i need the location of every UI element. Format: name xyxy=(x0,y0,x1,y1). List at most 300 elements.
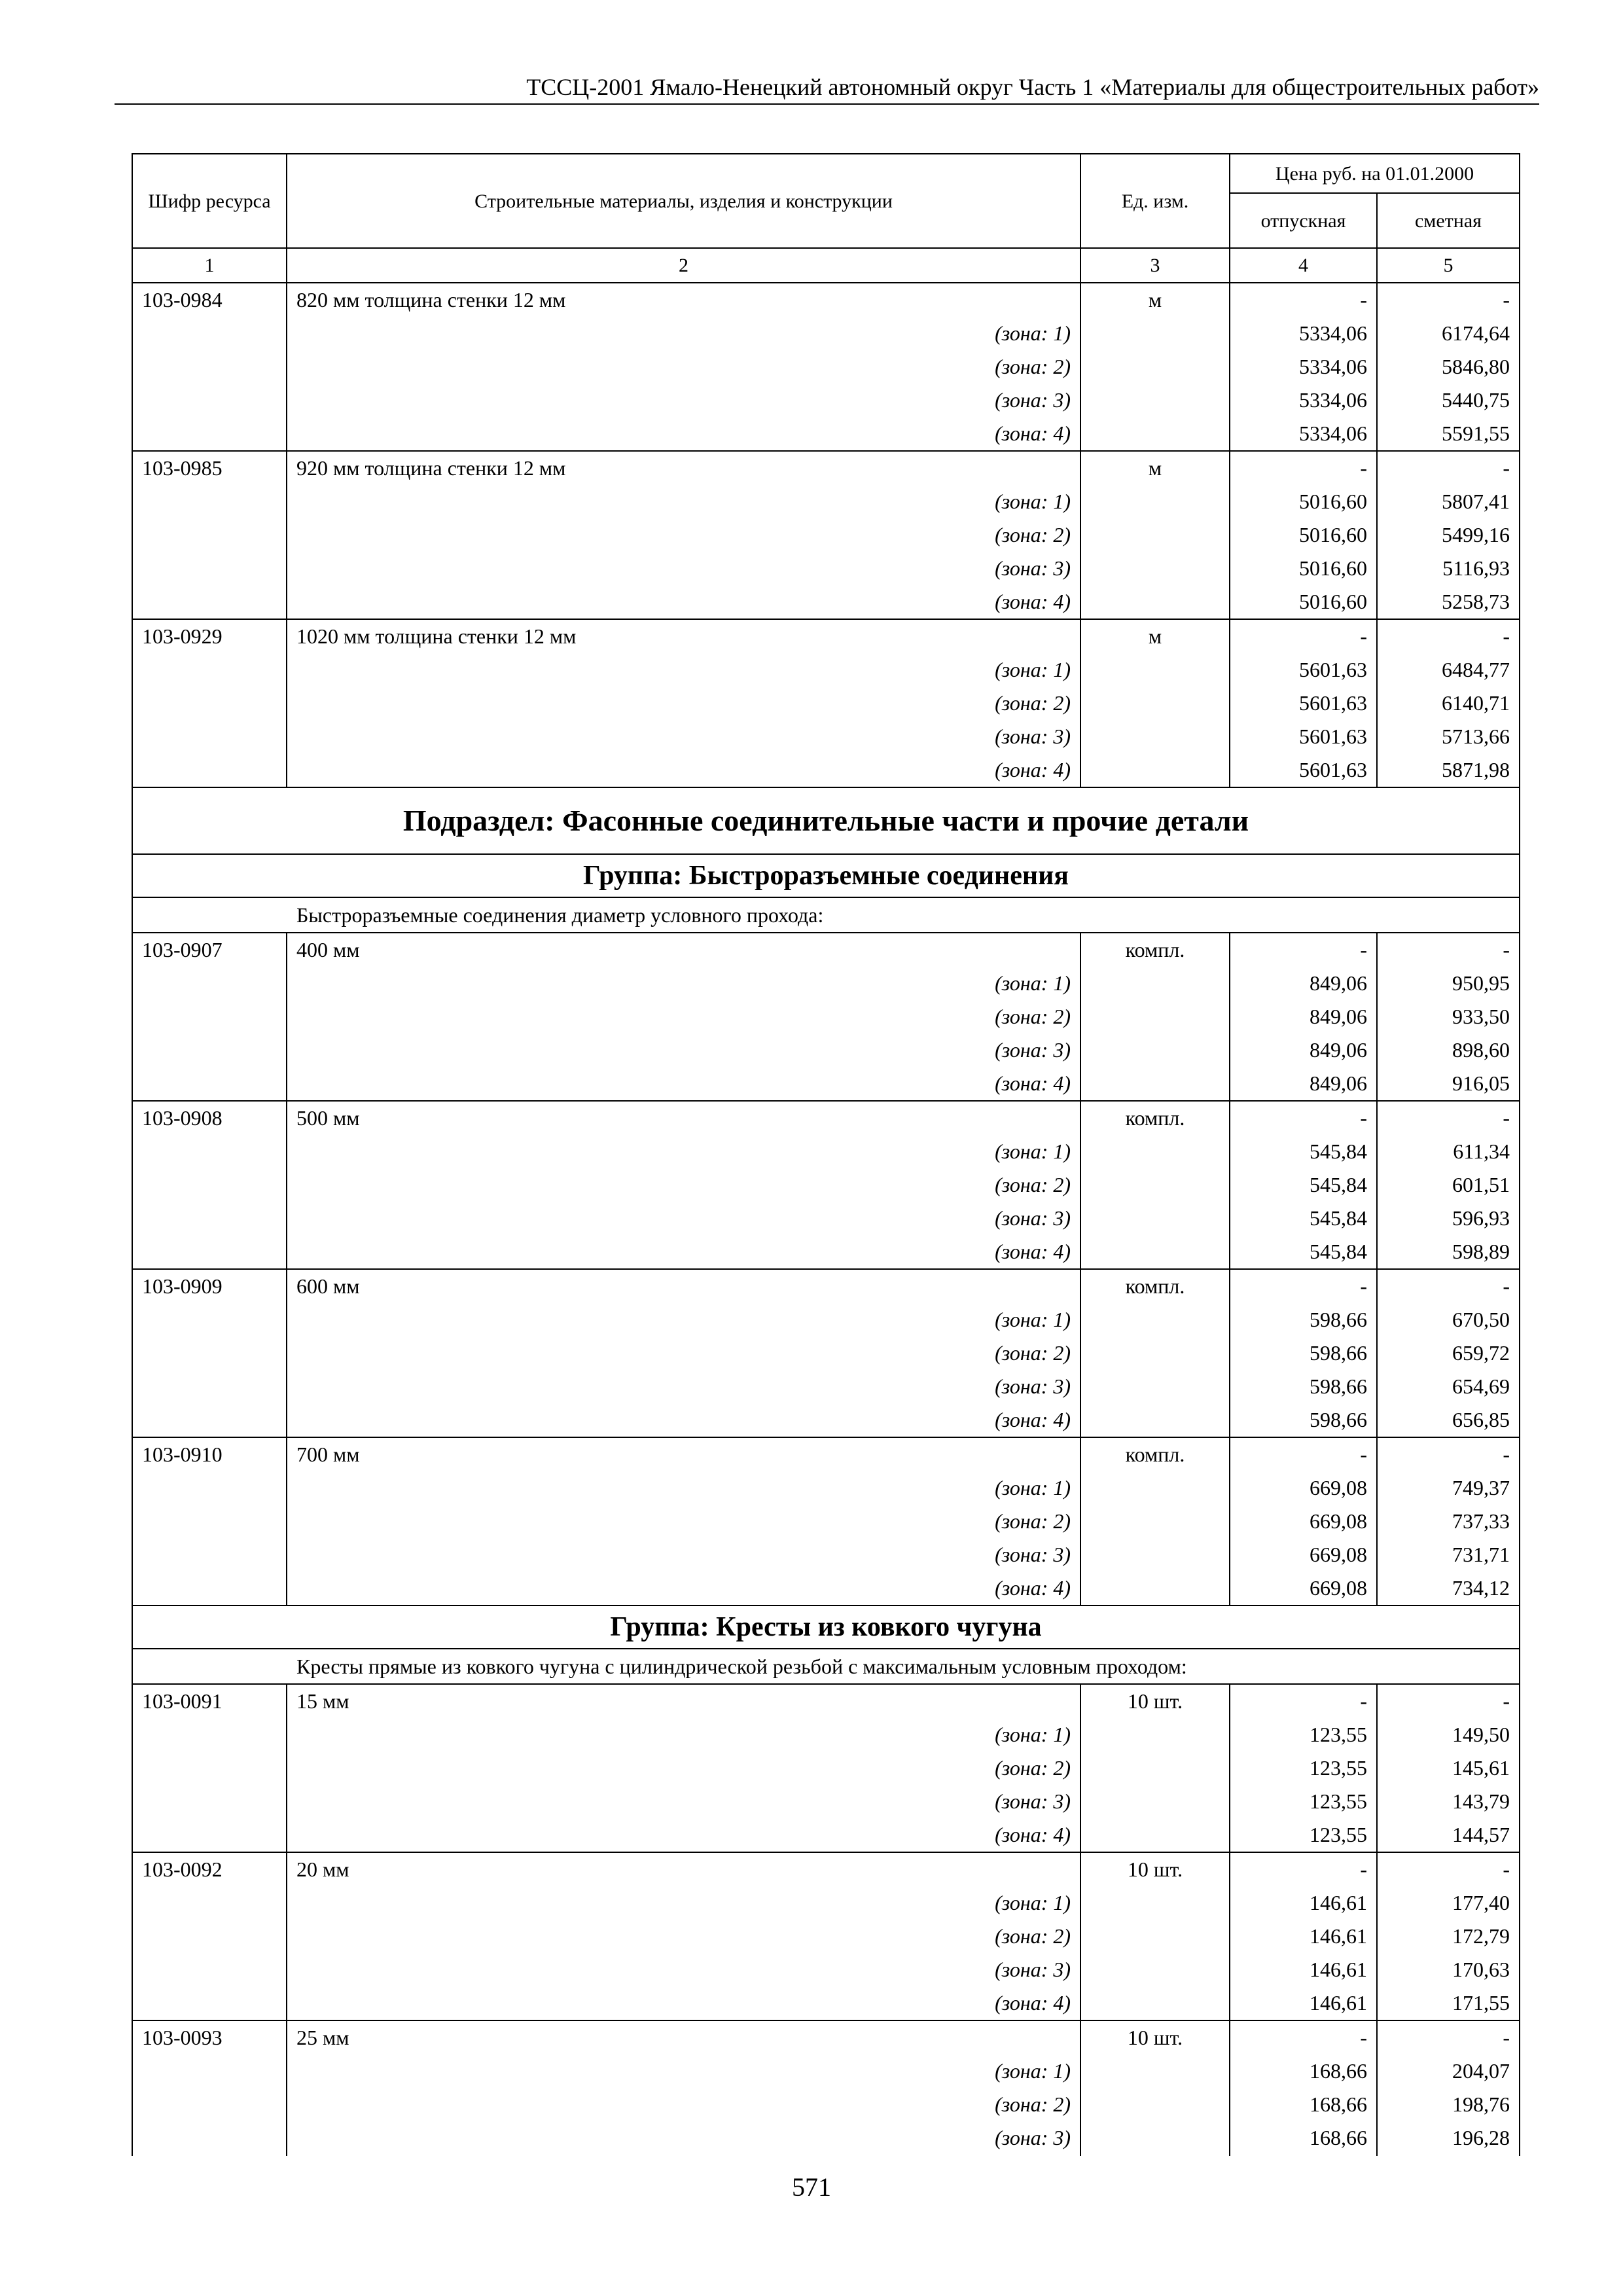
zone-label: (зона: 2) xyxy=(287,2088,1080,2121)
zone-release-price: 598,66 xyxy=(1230,1303,1377,1336)
header-price-group: Цена руб. на 01.01.2000 xyxy=(1230,154,1520,193)
zone-unit-spacer xyxy=(1080,1403,1230,1437)
zone-estimate-price: 5116,93 xyxy=(1377,552,1520,585)
zone-label: (зона: 3) xyxy=(287,1033,1080,1067)
material-name: 400 мм xyxy=(287,933,1080,967)
table-row xyxy=(132,1101,1520,1135)
zone-row xyxy=(132,1202,1520,1235)
resource-code: 103-0985 xyxy=(132,451,287,485)
zone-label: (зона: 2) xyxy=(287,1505,1080,1538)
resource-code: 103-0909 xyxy=(132,1269,287,1303)
unit-of-measure: компл. xyxy=(1080,1269,1230,1303)
table-row xyxy=(132,2020,1520,2054)
table-row xyxy=(132,933,1520,967)
zone-estimate-price: 898,60 xyxy=(1377,1033,1520,1067)
material-name: 25 мм xyxy=(287,2020,1080,2054)
zone-unit-spacer xyxy=(1080,1571,1230,1605)
zone-spacer xyxy=(132,1202,287,1235)
column-number: 4 xyxy=(1230,248,1377,283)
zone-label: (зона: 4) xyxy=(287,1818,1080,1852)
zone-spacer xyxy=(132,1886,287,1920)
zone-label: (зона: 4) xyxy=(287,417,1080,451)
zone-estimate-price: 601,51 xyxy=(1377,1168,1520,1202)
zone-label: (зона: 3) xyxy=(287,1202,1080,1235)
release-price: - xyxy=(1230,1101,1377,1135)
zone-label: (зона: 1) xyxy=(287,1886,1080,1920)
zone-release-price: 669,08 xyxy=(1230,1471,1377,1505)
zone-label: (зона: 2) xyxy=(287,687,1080,720)
zone-spacer xyxy=(132,1370,287,1403)
zone-release-price: 146,61 xyxy=(1230,1953,1377,1986)
zone-release-price: 545,84 xyxy=(1230,1202,1377,1235)
zone-spacer xyxy=(132,653,287,687)
zone-row xyxy=(132,1505,1520,1538)
zone-estimate-price: 198,76 xyxy=(1377,2088,1520,2121)
zone-release-price: 123,55 xyxy=(1230,1785,1377,1818)
zone-row xyxy=(132,967,1520,1000)
zone-release-price: 146,61 xyxy=(1230,1886,1377,1920)
material-name: 1020 мм толщина стенки 12 мм xyxy=(287,619,1080,653)
material-name: 20 мм xyxy=(287,1852,1080,1886)
estimate-price: - xyxy=(1377,451,1520,485)
zone-estimate-price: 171,55 xyxy=(1377,1986,1520,2020)
release-price: - xyxy=(1230,283,1377,317)
zone-unit-spacer xyxy=(1080,317,1230,350)
zone-release-price: 168,66 xyxy=(1230,2121,1377,2155)
column-number: 5 xyxy=(1377,248,1520,283)
zone-unit-spacer xyxy=(1080,1000,1230,1033)
zone-unit-spacer xyxy=(1080,653,1230,687)
zone-spacer xyxy=(132,2121,287,2155)
zone-spacer xyxy=(132,1168,287,1202)
estimate-price: - xyxy=(1377,1437,1520,1471)
zone-unit-spacer xyxy=(1080,1818,1230,1852)
material-name: 500 мм xyxy=(287,1101,1080,1135)
group-row xyxy=(132,1605,1520,1649)
zone-estimate-price: 204,07 xyxy=(1377,2054,1520,2088)
table-row xyxy=(132,1852,1520,1886)
zone-row xyxy=(132,653,1520,687)
header-name: Строительные материалы, изделия и конструкции xyxy=(287,154,1080,248)
zone-unit-spacer xyxy=(1080,2088,1230,2121)
zone-label: (зона: 4) xyxy=(287,1067,1080,1101)
zone-release-price: 545,84 xyxy=(1230,1135,1377,1168)
zone-estimate-price: 144,57 xyxy=(1377,1818,1520,1852)
zone-spacer xyxy=(132,350,287,384)
zone-label: (зона: 4) xyxy=(287,1986,1080,2020)
zone-spacer xyxy=(132,1135,287,1168)
zone-row xyxy=(132,720,1520,753)
zone-estimate-price: 5846,80 xyxy=(1377,350,1520,384)
zone-row xyxy=(132,552,1520,585)
zone-label: (зона: 2) xyxy=(287,1000,1080,1033)
zone-release-price: 598,66 xyxy=(1230,1403,1377,1437)
material-name: 700 мм xyxy=(287,1437,1080,1471)
zone-row xyxy=(132,317,1520,350)
zone-estimate-price: 731,71 xyxy=(1377,1538,1520,1571)
zone-unit-spacer xyxy=(1080,417,1230,451)
zone-row xyxy=(132,1303,1520,1336)
zone-spacer xyxy=(132,2088,287,2121)
zone-estimate-price: 196,28 xyxy=(1377,2121,1520,2155)
estimate-price: - xyxy=(1377,2020,1520,2054)
zone-row xyxy=(132,2088,1520,2121)
zone-row xyxy=(132,1235,1520,1269)
unit-of-measure: м xyxy=(1080,283,1230,317)
zone-unit-spacer xyxy=(1080,552,1230,585)
zone-spacer xyxy=(132,1303,287,1336)
zone-label: (зона: 4) xyxy=(287,1571,1080,1605)
zone-release-price: 849,06 xyxy=(1230,1033,1377,1067)
material-name: 820 мм толщина стенки 12 мм xyxy=(287,283,1080,317)
zone-release-price: 5334,06 xyxy=(1230,317,1377,350)
release-price: - xyxy=(1230,451,1377,485)
zone-row xyxy=(132,753,1520,787)
unit-of-measure: 10 шт. xyxy=(1080,2020,1230,2054)
zone-unit-spacer xyxy=(1080,518,1230,552)
zone-row xyxy=(132,2121,1520,2155)
zone-release-price: 598,66 xyxy=(1230,1370,1377,1403)
zone-label: (зона: 1) xyxy=(287,2054,1080,2088)
zone-release-price: 545,84 xyxy=(1230,1235,1377,1269)
estimate-price: - xyxy=(1377,1684,1520,1718)
zone-estimate-price: 933,50 xyxy=(1377,1000,1520,1033)
zone-estimate-price: 916,05 xyxy=(1377,1067,1520,1101)
zone-release-price: 5016,60 xyxy=(1230,518,1377,552)
section-row xyxy=(132,787,1520,854)
estimate-price: - xyxy=(1377,619,1520,653)
resource-code: 103-0908 xyxy=(132,1101,287,1135)
zone-release-price: 123,55 xyxy=(1230,1718,1377,1751)
zone-label: (зона: 3) xyxy=(287,384,1080,417)
zone-spacer xyxy=(132,1571,287,1605)
zone-label: (зона: 2) xyxy=(287,1336,1080,1370)
column-number-row xyxy=(132,248,1520,283)
zone-label: (зона: 1) xyxy=(287,653,1080,687)
running-header: ТССЦ-2001 Ямало-Ненецкий автономный округ Часть 1 «Материалы для общестроительных работ» xyxy=(115,71,1539,105)
zone-spacer xyxy=(132,585,287,619)
zone-release-price: 123,55 xyxy=(1230,1818,1377,1852)
zone-unit-spacer xyxy=(1080,2054,1230,2088)
zone-unit-spacer xyxy=(1080,1886,1230,1920)
estimate-price: - xyxy=(1377,1852,1520,1886)
zone-label: (зона: 3) xyxy=(287,2121,1080,2155)
material-name: 15 мм xyxy=(287,1684,1080,1718)
zone-unit-spacer xyxy=(1080,1235,1230,1269)
zone-unit-spacer xyxy=(1080,1168,1230,1202)
subsection-title: Подраздел: Фасонные соединительные части и прочие детали xyxy=(132,787,1520,854)
zone-estimate-price: 5440,75 xyxy=(1377,384,1520,417)
zone-spacer xyxy=(132,317,287,350)
unit-of-measure: м xyxy=(1080,451,1230,485)
zone-row xyxy=(132,350,1520,384)
zone-release-price: 669,08 xyxy=(1230,1571,1377,1605)
resource-code: 103-0907 xyxy=(132,933,287,967)
zone-label: (зона: 3) xyxy=(287,1953,1080,1986)
zone-estimate-price: 596,93 xyxy=(1377,1202,1520,1235)
zone-estimate-price: 6174,64 xyxy=(1377,317,1520,350)
zone-row xyxy=(132,1886,1520,1920)
zone-spacer xyxy=(132,1336,287,1370)
zone-row xyxy=(132,585,1520,619)
zone-row xyxy=(132,1986,1520,2020)
zone-row xyxy=(132,1751,1520,1785)
zone-spacer xyxy=(132,1403,287,1437)
zone-spacer xyxy=(132,720,287,753)
zone-spacer xyxy=(132,1785,287,1818)
zone-row xyxy=(132,2054,1520,2088)
zone-estimate-price: 5499,16 xyxy=(1377,518,1520,552)
material-name: 920 мм толщина стенки 12 мм xyxy=(287,451,1080,485)
zone-release-price: 669,08 xyxy=(1230,1505,1377,1538)
zone-release-price: 123,55 xyxy=(1230,1751,1377,1785)
zone-row xyxy=(132,1818,1520,1852)
zone-unit-spacer xyxy=(1080,2121,1230,2155)
zone-spacer xyxy=(132,1000,287,1033)
zone-estimate-price: 670,50 xyxy=(1377,1303,1520,1336)
zone-release-price: 849,06 xyxy=(1230,1000,1377,1033)
resource-code: 103-0092 xyxy=(132,1852,287,1886)
zone-release-price: 146,61 xyxy=(1230,1986,1377,2020)
resource-code: 103-0984 xyxy=(132,283,287,317)
zone-spacer xyxy=(132,1953,287,1986)
release-price: - xyxy=(1230,1437,1377,1471)
zone-release-price: 146,61 xyxy=(1230,1920,1377,1953)
header-estimate-price: сметная xyxy=(1377,193,1520,248)
zone-spacer xyxy=(132,1033,287,1067)
zone-row xyxy=(132,1135,1520,1168)
zone-label: (зона: 2) xyxy=(287,350,1080,384)
zone-unit-spacer xyxy=(1080,1718,1230,1751)
zone-spacer xyxy=(132,1986,287,2020)
resource-code: 103-0091 xyxy=(132,1684,287,1718)
unit-of-measure: компл. xyxy=(1080,1101,1230,1135)
group-row xyxy=(132,854,1520,897)
zone-row xyxy=(132,1718,1520,1751)
page-number: 571 xyxy=(792,2172,831,2202)
zone-label: (зона: 2) xyxy=(287,1751,1080,1785)
header-code: Шифр ресурса xyxy=(132,154,287,248)
zone-estimate-price: 149,50 xyxy=(1377,1718,1520,1751)
table-row xyxy=(132,1684,1520,1718)
table-body xyxy=(132,283,1520,2155)
zone-label: (зона: 1) xyxy=(287,967,1080,1000)
estimate-price: - xyxy=(1377,1101,1520,1135)
zone-spacer xyxy=(132,1471,287,1505)
column-number: 3 xyxy=(1080,248,1230,283)
zone-estimate-price: 737,33 xyxy=(1377,1505,1520,1538)
zone-row xyxy=(132,1953,1520,1986)
zone-estimate-price: 654,69 xyxy=(1377,1370,1520,1403)
zone-spacer xyxy=(132,552,287,585)
unit-of-measure: 10 шт. xyxy=(1080,1852,1230,1886)
unit-of-measure: компл. xyxy=(1080,1437,1230,1471)
zone-release-price: 545,84 xyxy=(1230,1168,1377,1202)
zone-unit-spacer xyxy=(1080,1135,1230,1168)
zone-release-price: 5016,60 xyxy=(1230,485,1377,518)
zone-estimate-price: 598,89 xyxy=(1377,1235,1520,1269)
zone-spacer xyxy=(132,1505,287,1538)
material-name: 600 мм xyxy=(287,1269,1080,1303)
zone-release-price: 168,66 xyxy=(1230,2054,1377,2088)
zone-row xyxy=(132,1785,1520,1818)
zone-label: (зона: 1) xyxy=(287,1718,1080,1751)
zone-unit-spacer xyxy=(1080,1538,1230,1571)
zone-label: (зона: 3) xyxy=(287,552,1080,585)
zone-spacer xyxy=(132,687,287,720)
price-table xyxy=(132,153,1520,2156)
zone-row xyxy=(132,1000,1520,1033)
zone-estimate-price: 170,63 xyxy=(1377,1953,1520,1986)
zone-unit-spacer xyxy=(1080,384,1230,417)
zone-unit-spacer xyxy=(1080,1033,1230,1067)
zone-label: (зона: 2) xyxy=(287,1920,1080,1953)
zone-label: (зона: 2) xyxy=(287,1168,1080,1202)
zone-spacer xyxy=(132,1920,287,1953)
zone-spacer xyxy=(132,2054,287,2088)
desc-row xyxy=(132,1649,1520,1684)
zone-row xyxy=(132,1033,1520,1067)
estimate-price: - xyxy=(1377,1269,1520,1303)
zone-spacer xyxy=(132,1538,287,1571)
group-title: Группа: Быстроразъемные соединения xyxy=(132,854,1520,897)
zone-release-price: 598,66 xyxy=(1230,1336,1377,1370)
column-number: 1 xyxy=(132,248,287,283)
zone-estimate-price: 177,40 xyxy=(1377,1886,1520,1920)
zone-estimate-price: 5807,41 xyxy=(1377,485,1520,518)
zone-unit-spacer xyxy=(1080,350,1230,384)
zone-release-price: 5016,60 xyxy=(1230,552,1377,585)
zone-estimate-price: 950,95 xyxy=(1377,967,1520,1000)
zone-unit-spacer xyxy=(1080,1953,1230,1986)
zone-row xyxy=(132,1370,1520,1403)
zone-estimate-price: 143,79 xyxy=(1377,1785,1520,1818)
zone-unit-spacer xyxy=(1080,1303,1230,1336)
estimate-price: - xyxy=(1377,283,1520,317)
zone-spacer xyxy=(132,1751,287,1785)
zone-release-price: 5601,63 xyxy=(1230,720,1377,753)
zone-unit-spacer xyxy=(1080,1505,1230,1538)
resource-code: 103-0093 xyxy=(132,2020,287,2054)
resource-code: 103-0910 xyxy=(132,1437,287,1471)
zone-row xyxy=(132,1471,1520,1505)
zone-unit-spacer xyxy=(1080,1067,1230,1101)
zone-estimate-price: 5591,55 xyxy=(1377,417,1520,451)
zone-release-price: 5601,63 xyxy=(1230,653,1377,687)
estimate-price: - xyxy=(1377,933,1520,967)
zone-unit-spacer xyxy=(1080,1785,1230,1818)
zone-estimate-price: 734,12 xyxy=(1377,1571,1520,1605)
group-title: Группа: Кресты из ковкого чугуна xyxy=(132,1605,1520,1649)
resource-code: 103-0929 xyxy=(132,619,287,653)
zone-label: (зона: 4) xyxy=(287,585,1080,619)
release-price: - xyxy=(1230,619,1377,653)
zone-row xyxy=(132,1067,1520,1101)
zone-spacer xyxy=(132,518,287,552)
zone-row xyxy=(132,384,1520,417)
zone-spacer xyxy=(132,1067,287,1101)
zone-spacer xyxy=(132,485,287,518)
zone-row xyxy=(132,1571,1520,1605)
zone-unit-spacer xyxy=(1080,485,1230,518)
zone-unit-spacer xyxy=(1080,1986,1230,2020)
zone-estimate-price: 656,85 xyxy=(1377,1403,1520,1437)
zone-row xyxy=(132,417,1520,451)
zone-release-price: 849,06 xyxy=(1230,967,1377,1000)
group-description: Кресты прямые из ковкого чугуна с цилиндрической резьбой с максимальным условным проходом: xyxy=(132,1649,1520,1684)
zone-row xyxy=(132,1403,1520,1437)
zone-row xyxy=(132,485,1520,518)
zone-unit-spacer xyxy=(1080,1471,1230,1505)
zone-label: (зона: 3) xyxy=(287,720,1080,753)
table-row xyxy=(132,283,1520,317)
zone-estimate-price: 6484,77 xyxy=(1377,653,1520,687)
zone-release-price: 849,06 xyxy=(1230,1067,1377,1101)
header-unit: Ед. изм. xyxy=(1080,154,1230,248)
release-price: - xyxy=(1230,933,1377,967)
zone-spacer xyxy=(132,1235,287,1269)
zone-label: (зона: 4) xyxy=(287,1403,1080,1437)
table-row xyxy=(132,1269,1520,1303)
zone-label: (зона: 3) xyxy=(287,1538,1080,1571)
zone-unit-spacer xyxy=(1080,753,1230,787)
zone-release-price: 168,66 xyxy=(1230,2088,1377,2121)
zone-label: (зона: 4) xyxy=(287,1235,1080,1269)
zone-spacer xyxy=(132,384,287,417)
zone-estimate-price: 172,79 xyxy=(1377,1920,1520,1953)
table-row xyxy=(132,451,1520,485)
zone-estimate-price: 749,37 xyxy=(1377,1471,1520,1505)
zone-label: (зона: 1) xyxy=(287,1471,1080,1505)
zone-spacer xyxy=(132,417,287,451)
zone-release-price: 5601,63 xyxy=(1230,753,1377,787)
zone-estimate-price: 145,61 xyxy=(1377,1751,1520,1785)
zone-label: (зона: 1) xyxy=(287,317,1080,350)
desc-row xyxy=(132,897,1520,933)
zone-estimate-price: 5258,73 xyxy=(1377,585,1520,619)
zone-unit-spacer xyxy=(1080,967,1230,1000)
zone-release-price: 5016,60 xyxy=(1230,585,1377,619)
zone-estimate-price: 5871,98 xyxy=(1377,753,1520,787)
zone-label: (зона: 3) xyxy=(287,1785,1080,1818)
header-release-price: отпускная xyxy=(1230,193,1377,248)
zone-unit-spacer xyxy=(1080,1751,1230,1785)
zone-release-price: 5601,63 xyxy=(1230,687,1377,720)
release-price: - xyxy=(1230,1852,1377,1886)
zone-estimate-price: 659,72 xyxy=(1377,1336,1520,1370)
zone-unit-spacer xyxy=(1080,720,1230,753)
zone-label: (зона: 1) xyxy=(287,1303,1080,1336)
zone-row xyxy=(132,1168,1520,1202)
column-number: 2 xyxy=(287,248,1080,283)
zone-label: (зона: 1) xyxy=(287,1135,1080,1168)
table-header-row xyxy=(132,154,1520,193)
unit-of-measure: м xyxy=(1080,619,1230,653)
zone-row xyxy=(132,518,1520,552)
zone-unit-spacer xyxy=(1080,1336,1230,1370)
zone-unit-spacer xyxy=(1080,585,1230,619)
zone-unit-spacer xyxy=(1080,1920,1230,1953)
zone-spacer xyxy=(132,1718,287,1751)
zone-estimate-price: 6140,71 xyxy=(1377,687,1520,720)
zone-row xyxy=(132,687,1520,720)
zone-row xyxy=(132,1336,1520,1370)
zone-row xyxy=(132,1538,1520,1571)
unit-of-measure: компл. xyxy=(1080,933,1230,967)
zone-label: (зона: 2) xyxy=(287,518,1080,552)
unit-of-measure: 10 шт. xyxy=(1080,1684,1230,1718)
zone-unit-spacer xyxy=(1080,687,1230,720)
